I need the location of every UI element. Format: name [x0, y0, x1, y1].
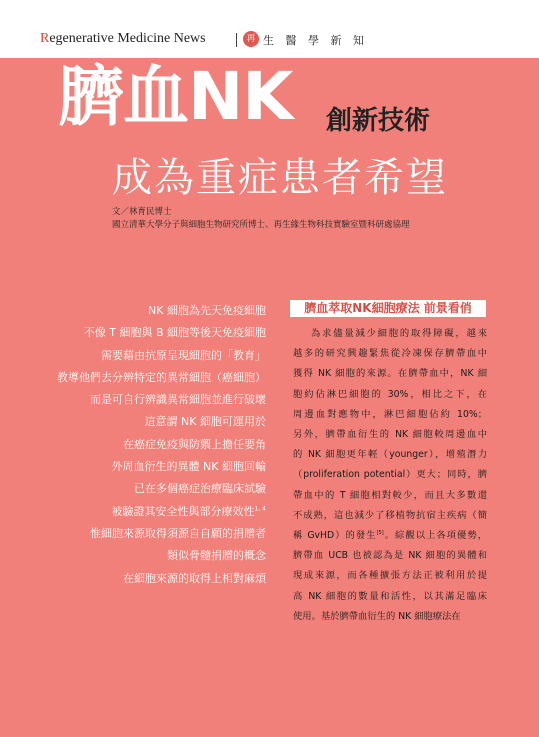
article-title-main: 臍血NK	[58, 58, 293, 135]
body-line: 胞約佔淋巴細胞的 30%，相比之下，在	[293, 388, 487, 400]
body-text: 。綜觀以上各項優勢，	[383, 530, 487, 542]
pull-quote-line: 這意謂 NK 細胞可運用於	[144, 415, 266, 429]
section-heading: 臍血萃取NK細胞療法 前景看俏	[290, 300, 486, 317]
body-line: 高 NK 細胞的數量和活性，以其滿足臨床	[293, 590, 487, 602]
body-line: 現成來源，而各種擴張方法正被利用於提	[293, 570, 487, 582]
brand-text: egenerative Medicine News	[49, 31, 206, 46]
body-line: 周邊血對應物中，淋巴細胞佔約 10%；	[293, 408, 487, 420]
pull-quote-line: 教導他們去分辨特定的異常細胞（癌細胞）	[57, 370, 266, 384]
pull-quote-line: 而是可自行辨識異常細胞並進行破壞	[90, 393, 266, 407]
author-affiliation: 國立清華大學分子與細胞生物研究所博士、再生緣生物科技實驗室暨科研處協理	[112, 220, 410, 230]
pull-quote-line: 已在多個癌症治療臨床試驗	[134, 482, 266, 496]
citation-ref: [5]	[376, 529, 384, 536]
pull-quote-line: NK 細胞為先天免疫細胞	[148, 304, 266, 317]
pull-quote-line: 外周血衍生的異體 NK 細胞回輸	[111, 460, 266, 474]
article-body	[293, 324, 487, 627]
pull-quote-line: 不像 T 細胞與 B 細胞等後天免疫細胞	[83, 326, 266, 340]
body-line: 帶血中的 T 細胞相對較少，而且大多數還	[293, 489, 487, 501]
pull-quote-line: 類似骨髓捐贈的概念	[167, 549, 266, 563]
body-line: 使用。基於臍帶血衍生的 NK 細胞療法在	[293, 610, 461, 622]
article-title-sub: 創新技術	[326, 106, 431, 136]
publication-name	[40, 31, 206, 47]
article-subtitle: 成為重症患者希望	[112, 155, 448, 201]
body-line: 越多的研究興趣緊焦從冷凍保存臍帶血中	[293, 348, 487, 360]
pull-quote-line: 在細胞來源的取得上相對麻煩	[123, 571, 266, 585]
pull-quote	[20, 300, 266, 590]
citation-ref: 1, 4	[254, 505, 266, 513]
header-divider	[236, 33, 237, 47]
author-name: 文／林育民博士	[112, 207, 172, 217]
body-line: 為求儘量減少細胞的取得障礙，越來	[311, 328, 487, 339]
section-label: 生 醫 學 新 知	[263, 34, 368, 47]
pull-quote-line: 在癌症免疫與防禦上擔任要角	[123, 437, 266, 451]
body-line: 不成熟，這也減少了移植物抗宿主疾病（簡	[293, 509, 487, 521]
pull-quote-text: 被驗證其安全性與部分療效性	[111, 504, 255, 518]
pull-quote-line: 惟細胞來源取得須源自自願的捐贈者	[90, 526, 266, 540]
body-line: 另外，臍帶血衍生的 NK 細胞較周邊血中	[293, 429, 487, 441]
body-text: 稱 GvHD）的發生	[293, 530, 377, 542]
page-header	[0, 0, 539, 58]
regen-logo-icon: 再	[243, 31, 259, 47]
body-line: （proliferation potential）更大；同時，臍	[293, 469, 487, 481]
author-credit	[112, 206, 410, 232]
pull-quote-line: 需要藉由抗原呈現細胞的「教育」	[101, 348, 266, 362]
brand-initial: R	[40, 31, 50, 46]
pull-quote-line	[20, 501, 266, 523]
body-line: 獲得 NK 細胞的來源。在臍帶血中，NK 細	[293, 368, 487, 380]
body-line: 的 NK 細胞更年輕（younger），增殖潛力	[293, 449, 487, 461]
body-line: 臍帶血 UCB 也被認為是 NK 細胞的異體和	[293, 550, 487, 562]
body-line	[293, 526, 487, 546]
